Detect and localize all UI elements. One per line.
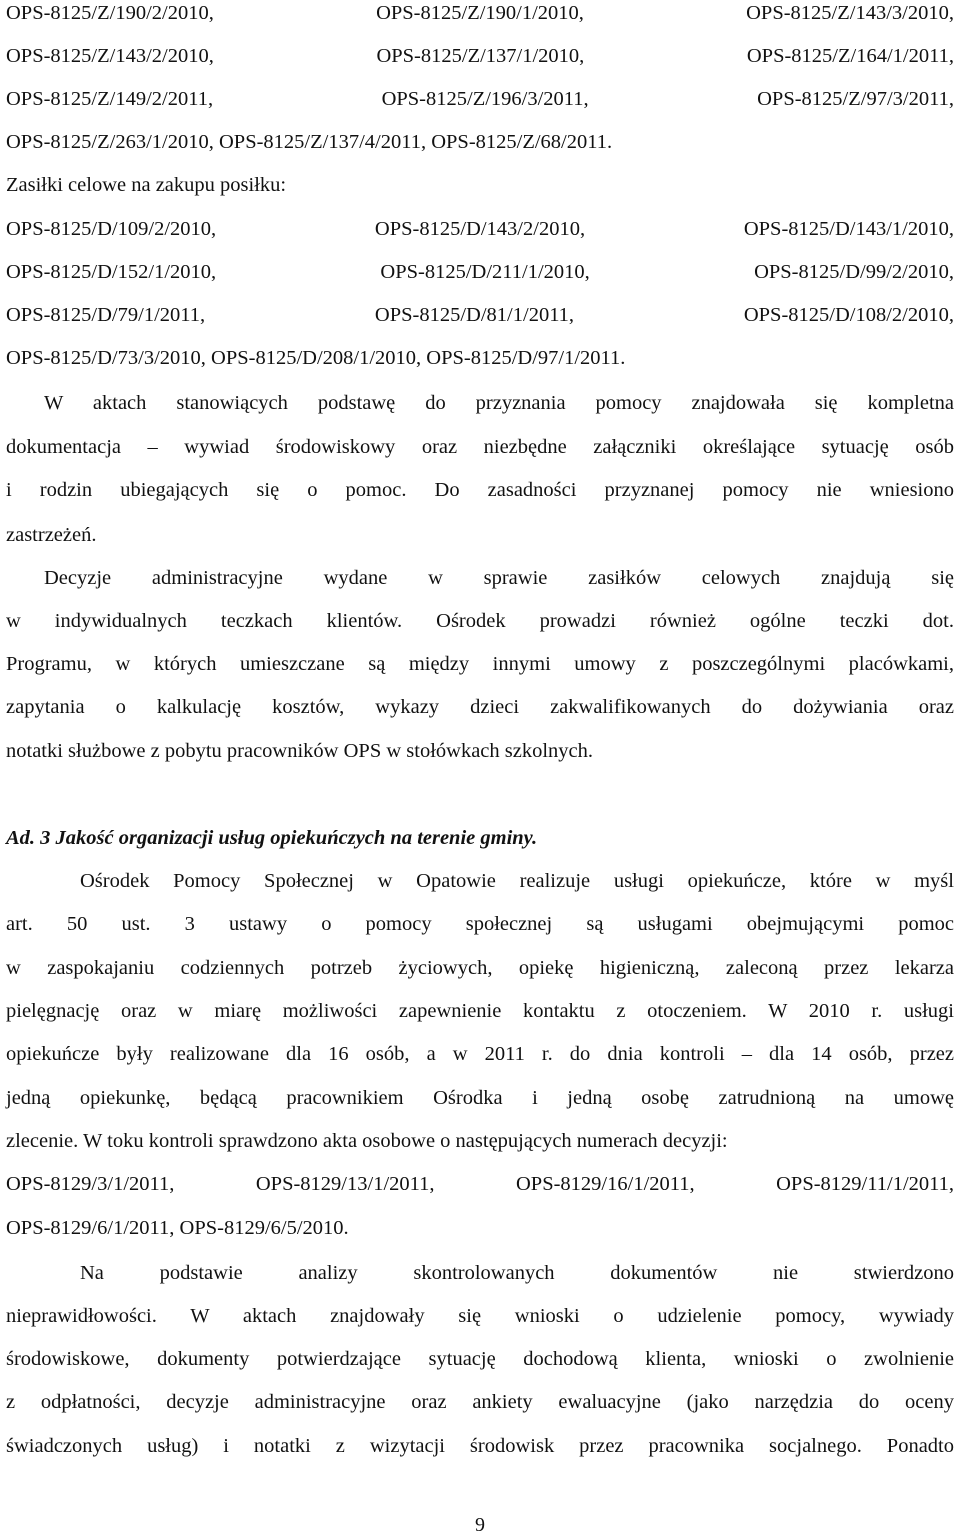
ref-item: OPS-8125/Z/196/3/2011, (381, 88, 589, 110)
subheading-meal: Zasiłki celowe na zakupu posiłku: (6, 174, 287, 196)
ref-item: OPS-8125/Z/143/3/2010, (746, 2, 954, 24)
ref-row (6, 43, 954, 69)
ref-item: OPS-8129/11/1/2011, (776, 1173, 954, 1195)
ref-item: OPS-8125/D/152/1/2010, (6, 261, 217, 283)
paragraph-line: zapytania o kalkulację kosztów, wykazy dzieci zakwalifikowanych do dożywiania oraz (6, 696, 954, 718)
ref-row (6, 0, 954, 26)
paragraph-line: zlecenie. W toku kontroli sprawdzono akta osobowe o następujących numerach decyzji: (6, 1130, 728, 1152)
ref-row (6, 216, 954, 242)
ref-row (6, 302, 954, 328)
paragraph-line: Na podstawie analizy skontrolowanych dokumentów nie stwierdzono (80, 1262, 954, 1284)
ref-item: OPS-8125/Z/143/2/2010, (6, 45, 214, 67)
ref-item: OPS-8125/D/143/2/2010, (374, 218, 586, 240)
ref-item: OPS-8125/Z/97/3/2011, (757, 88, 954, 110)
paragraph-line: w zaspokajaniu codziennych potrzeb życiowych, opiekę higieniczną, zaleconą przez lekarza (6, 957, 954, 979)
ref-row (6, 259, 954, 285)
paragraph-line: jedną opiekunkę, będącą pracownikiem Ośrodka i jedną osobę zatrudnioną na umowę (6, 1087, 954, 1109)
ref-item: OPS-8125/D/108/2/2010, (743, 304, 954, 326)
paragraph-line: Programu, w których umieszczane są między innymi umowy z poszczególnymi placówkami, (6, 653, 954, 675)
ref-item: OPS-8125/Z/190/2/2010, (6, 2, 214, 24)
ref-item: OPS-8125/D/109/2/2010, (6, 218, 217, 240)
paragraph-line: zastrzeżeń. (6, 524, 97, 546)
paragraph-line: Ośrodek Pomocy Społecznej w Opatowie realizuje usługi opiekuńcze, które w myśl (80, 870, 954, 892)
ref-item: OPS-8125/Z/164/1/2011, (746, 45, 954, 67)
ref-row (6, 1171, 954, 1197)
ref-item: OPS-8129/16/1/2011, (516, 1173, 695, 1195)
ref-item: OPS-8125/Z/137/1/2010, (376, 45, 585, 67)
paragraph-line: Decyzje administracyjne wydane w sprawie zasiłków celowych znajdują się (44, 567, 954, 589)
ref-item: OPS-8125/D/81/1/2011, (374, 304, 575, 326)
paragraph-line: świadczonych usług) i notatki z wizytacji środowisk przez pracownika socjalnego. Ponadto (6, 1435, 954, 1457)
paragraph-line: dokumentacja – wywiad środowiskowy oraz niezbędne załączniki określające sytuację osób (6, 436, 954, 458)
ref-item: OPS-8129/3/1/2011, (6, 1173, 175, 1195)
paragraph-line: w indywidualnych teczkach klientów. Ośrodek prowadzi również ogólne teczki dot. (6, 610, 954, 632)
ref-row-last: OPS-8129/6/1/2011, OPS-8129/6/5/2010. (6, 1217, 349, 1239)
paragraph-line: art. 50 ust. 3 ustawy o pomocy społecznej są usługami obejmującymi pomoc (6, 913, 954, 935)
ref-item: OPS-8129/13/1/2011, (255, 1173, 435, 1195)
ref-item: OPS-8125/D/79/1/2011, (6, 304, 206, 326)
paragraph-line: z odpłatności, decyzje administracyjne oraz ankiety ewaluacyjne (jako narzędzia do oceny (6, 1391, 954, 1413)
ref-item: OPS-8125/D/99/2/2010, (754, 261, 954, 283)
ref-item: OPS-8125/D/143/1/2010, (743, 218, 954, 240)
paragraph-line: i rodzin ubiegających się o pomoc. Do zasadności przyznanej pomocy nie wniesiono (6, 479, 954, 501)
paragraph-line: środowiskowe, dokumenty potwierdzające sytuację dochodową klienta, wnioski o zwolnienie (6, 1348, 954, 1370)
ref-row-last: OPS-8125/Z/263/1/2010, OPS-8125/Z/137/4/2011, OPS-8125/Z/68/2011. (6, 131, 613, 153)
ref-row-last: OPS-8125/D/73/3/2010, OPS-8125/D/208/1/2010, OPS-8125/D/97/1/2011. (6, 347, 626, 369)
paragraph-line: pielęgnację oraz w miarę możliwości zapewnienie kontaktu z otoczeniem. W 2010 r. usługi (6, 1000, 954, 1022)
ref-item: OPS-8125/Z/190/1/2010, (376, 2, 584, 24)
ref-row (6, 86, 954, 112)
section-heading: Ad. 3 Jakość organizacji usług opiekuńczych na terenie gminy. (6, 827, 538, 849)
page-number: 9 (475, 1514, 485, 1536)
paragraph-line: W aktach stanowiących podstawę do przyznania pomocy znajdowała się kompletna (44, 392, 954, 414)
ref-item: OPS-8125/D/211/1/2010, (380, 261, 590, 283)
paragraph-line: opiekuńcze były realizowane dla 16 osób, a w 2011 r. do dnia kontroli – dla 14 osób, przez (6, 1043, 954, 1065)
paragraph-line: notatki służbowe z pobytu pracowników OPS w stołówkach szkolnych. (6, 740, 594, 762)
paragraph-line: nieprawidłowości. W aktach znajdowały się wnioski o udzielenie pomocy, wywiady (6, 1305, 954, 1327)
ref-item: OPS-8125/Z/149/2/2011, (6, 88, 214, 110)
